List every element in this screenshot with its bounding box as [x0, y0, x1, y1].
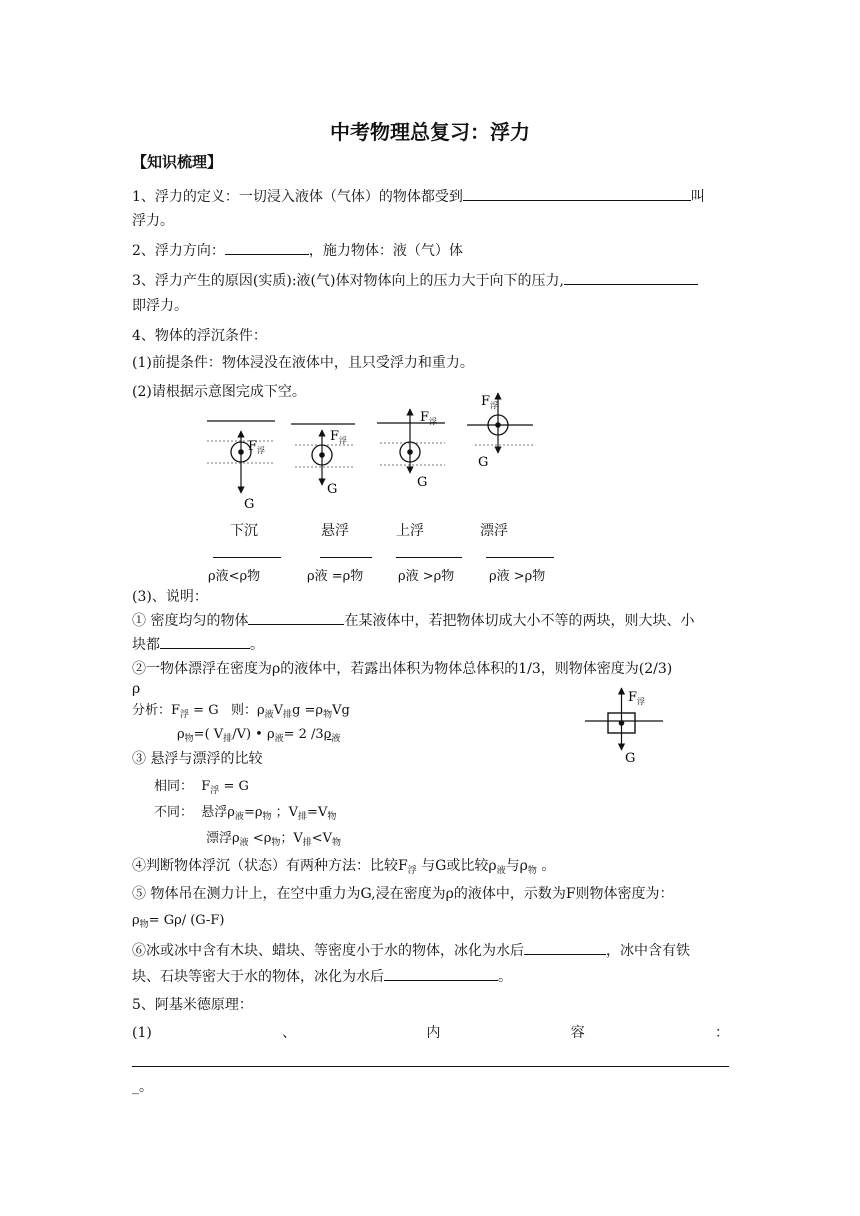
force-buoyancy-label: $F_浮$	[330, 429, 348, 445]
compare-diff-2: 漂浮$\rho_液 <\rho_物$；$V_排<V_物$	[206, 831, 342, 848]
item-1-line-2: 浮力。	[132, 213, 174, 229]
item-5-1-end: _。	[132, 1079, 153, 1095]
state-floating: 漂浮	[480, 523, 508, 539]
force-buoyancy-label: $F_浮$	[481, 394, 499, 410]
force-buoyancy-label: $F_浮$	[248, 439, 266, 455]
sinking-figure	[207, 421, 275, 510]
item-3-line-1: 3、浮力产生的原因(实质):液(气)体对物体向上的压力大于向下的压力,	[132, 270, 698, 290]
compare-same: 相同： $F_浮 = G$	[154, 779, 249, 796]
note-6-line-1: ⑥冰或冰中含有木块、蜡块、等密度小于水的物体，冰化为水后 ，冰中含有铁	[132, 940, 690, 960]
force-gravity-label: G	[625, 751, 636, 766]
item-1-line-1: 1、浮力的定义：一切浸入液体（气体）的物体都受到 叫	[132, 186, 705, 206]
page-title: 中考物理总复习：浮力	[330, 120, 530, 144]
force-gravity-label: G	[478, 455, 489, 470]
suspended-figure	[291, 424, 355, 497]
compare-diff-1: 不同： 悬浮$\rho_液=\rho_物$ ；$V_排=V_物$	[154, 805, 337, 822]
answer-blank[interactable]	[486, 543, 554, 558]
state-rising: 上浮	[396, 523, 424, 539]
answer-blank[interactable]	[524, 940, 606, 955]
note-2-line-1: ②一物体漂浮在密度为ρ的液体中，若露出体积为物体总体积的1/3，则物体密度为(2/3)	[132, 661, 673, 677]
item-4-2: (2)请根据示意图完成下空。	[132, 384, 306, 400]
rho-relation-sinking: ρ液<ρ物	[208, 569, 261, 584]
force-buoyancy-label: $F_浮$	[420, 410, 438, 426]
floating-figure	[467, 393, 533, 470]
item-4-1: (1)前提条件：物体浸没在液体中，且只受浮力和重力。	[132, 355, 474, 371]
answer-blank[interactable]	[463, 186, 691, 201]
answer-blank[interactable]	[396, 543, 462, 558]
note-4: ④判断物体浮沉（状态）有两种方法：比较$F_浮$ 与G或比较$\rho_液$与$\rho_物$ 。	[132, 858, 556, 876]
rho-relation-rising: ρ液 >ρ物	[398, 569, 455, 584]
note-3: ③ 悬浮与漂浮的比较	[132, 751, 263, 767]
answer-blank[interactable]	[213, 543, 281, 558]
force-gravity-label: G	[244, 497, 255, 510]
rho-relation-floating: ρ液 >ρ物	[489, 569, 546, 584]
force-gravity-label: G	[417, 475, 428, 490]
item-2: 2、浮力方向： ，施力物体：液（气）体	[132, 240, 463, 260]
force-gravity-label: G	[327, 482, 338, 497]
answer-blank[interactable]	[320, 543, 372, 558]
answer-blank[interactable]	[564, 270, 698, 285]
item-5: 5、阿基米德原理：	[132, 997, 253, 1013]
rho-relation-suspended: ρ液 =ρ物	[307, 569, 364, 584]
item-4: 4、物体的浮沉条件：	[132, 328, 267, 344]
analysis-line-2: $\rho_物=$( $V_排/V$) • $\rho_液= 2$ $/3\rho_液$	[177, 727, 341, 744]
state-suspended: 悬浮	[321, 523, 349, 539]
note-2-line-2: ρ	[132, 681, 141, 697]
note-1-line-2: 块都 。	[132, 634, 264, 654]
note-5-line-2: $\rho_物= G\rho/$ (G-F)	[132, 913, 225, 930]
answer-blank[interactable]	[248, 610, 344, 625]
section-heading: 【知识梳理】	[132, 153, 223, 171]
note-heading: (3)、说明：	[132, 589, 208, 605]
note-1-line-1: ① 密度均匀的物体 在某液体中，若把物体切成大小不等的两块，则大块、小	[132, 610, 694, 630]
note-5-line-1: ⑤ 物体吊在测力计上，在空中重力为G,浸在密度为ρ的液体中，示数为F则物体密度为：	[132, 886, 674, 902]
answer-blank[interactable]	[225, 240, 309, 255]
answer-blank-long[interactable]	[132, 1066, 729, 1067]
answer-blank[interactable]	[160, 634, 250, 649]
note-6-line-2: 块、石块等密大于水的物体，冰化为水后 。	[132, 966, 512, 986]
state-sinking: 下沉	[230, 523, 258, 539]
item-5-1: (1) 、 内 容 ：	[132, 1025, 729, 1041]
buoyancy-diagram	[195, 385, 555, 510]
answer-blank[interactable]	[384, 966, 498, 981]
item-3-line-2: 即浮力。	[132, 298, 188, 314]
analysis-line-1: 分析：$F_浮 = G$ 则：$\rho_液V_排g =\rho_物Vg$	[132, 703, 350, 720]
force-buoyancy-label: $F_浮$	[628, 690, 646, 706]
rising-figure	[377, 409, 445, 490]
floating-block-diagram	[583, 684, 673, 768]
